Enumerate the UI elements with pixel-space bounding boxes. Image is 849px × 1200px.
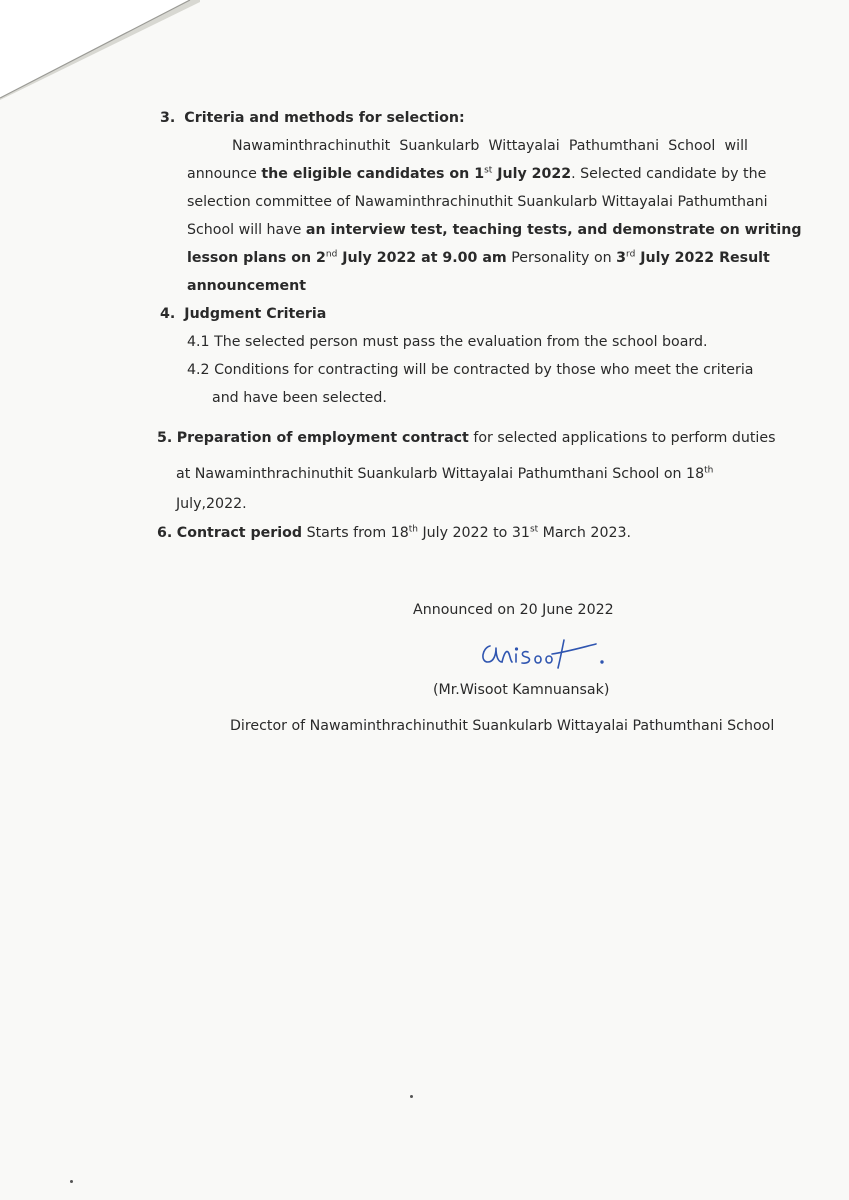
word: Wittayalai bbox=[488, 138, 560, 154]
text: Personality on bbox=[506, 250, 617, 266]
scan-speck bbox=[410, 1095, 413, 1098]
text: Starts from 18 bbox=[302, 525, 409, 541]
text-bold: the eligible candidates on 1 bbox=[261, 166, 485, 182]
text: . Selected candidate by the bbox=[571, 166, 767, 182]
text-bold: announcement bbox=[187, 278, 307, 294]
section-4-heading bbox=[160, 306, 326, 322]
section-title: Criteria and methods for selection: bbox=[184, 110, 465, 126]
text: July 2022 to 31 bbox=[417, 525, 530, 541]
criterion-4-2-continued: and have been selected. bbox=[212, 390, 387, 406]
section-5-line-1 bbox=[157, 430, 775, 446]
scan-speck bbox=[70, 1180, 73, 1183]
superscript: th bbox=[408, 524, 418, 535]
text-bold: lesson plans on 2 bbox=[187, 250, 326, 266]
text: for selected applications to perform duties bbox=[468, 430, 776, 446]
text-bold: July 2022 at 9.00 am bbox=[337, 250, 507, 266]
announcement-date: Announced on 20 June 2022 bbox=[413, 602, 614, 618]
text-bold: 3 bbox=[616, 250, 627, 266]
section-3-line-2 bbox=[187, 166, 766, 182]
section-5-line-2 bbox=[176, 466, 713, 482]
section-3-heading bbox=[160, 110, 465, 126]
text: School will have bbox=[187, 222, 306, 238]
signatory-title: Director of Nawaminthrachinuthit Suankularb Wittayalai Pathumthani School bbox=[230, 718, 775, 734]
word: Nawaminthrachinuthit bbox=[232, 138, 391, 154]
section-title: Preparation of employment contract bbox=[176, 430, 469, 446]
signatory-name: (Mr.Wisoot Kamnuansak) bbox=[433, 682, 610, 698]
word: School bbox=[668, 138, 716, 154]
section-number: 6. bbox=[157, 525, 173, 541]
text-bold: an interview test, teaching tests, and demonstrate on writing bbox=[305, 222, 802, 238]
text-bold: July 2022 bbox=[492, 166, 572, 182]
superscript: nd bbox=[325, 249, 338, 260]
section-5-line-3: July,2022. bbox=[176, 496, 247, 512]
section-title: Judgment Criteria bbox=[184, 306, 327, 322]
superscript: th bbox=[704, 465, 714, 476]
superscript: st bbox=[529, 524, 539, 535]
section-3-line-1 bbox=[232, 138, 748, 154]
section-title: Contract period bbox=[176, 525, 303, 541]
superscript: rd bbox=[626, 249, 636, 260]
word: will bbox=[724, 138, 748, 154]
word: Pathumthani bbox=[568, 138, 660, 154]
criterion-4-1: 4.1 The selected person must pass the evaluation from the school board. bbox=[187, 334, 708, 350]
text: announce bbox=[187, 166, 262, 182]
criterion-4-2: 4.2 Conditions for contracting will be contracted by those who meet the criteria bbox=[187, 362, 754, 378]
section-3-line-3: selection committee of Nawaminthrachinuthit Suankularb Wittayalai Pathumthani bbox=[187, 194, 768, 210]
word: Suankularb bbox=[399, 138, 480, 154]
section-3-line-4 bbox=[187, 222, 802, 238]
section-number: 3. bbox=[160, 110, 176, 126]
section-number: 4. bbox=[160, 306, 176, 322]
superscript: st bbox=[484, 165, 493, 176]
text: at Nawaminthrachinuthit Suankularb Wittayalai Pathumthani School on 18 bbox=[176, 466, 705, 482]
text-bold: July 2022 Result bbox=[635, 250, 770, 266]
section-3-line-5 bbox=[187, 250, 770, 266]
text: March 2023. bbox=[538, 525, 632, 541]
section-3-line-6 bbox=[187, 278, 306, 294]
handwritten-signature bbox=[476, 632, 606, 674]
section-number: 5. bbox=[157, 430, 173, 446]
section-6-line bbox=[157, 525, 631, 541]
